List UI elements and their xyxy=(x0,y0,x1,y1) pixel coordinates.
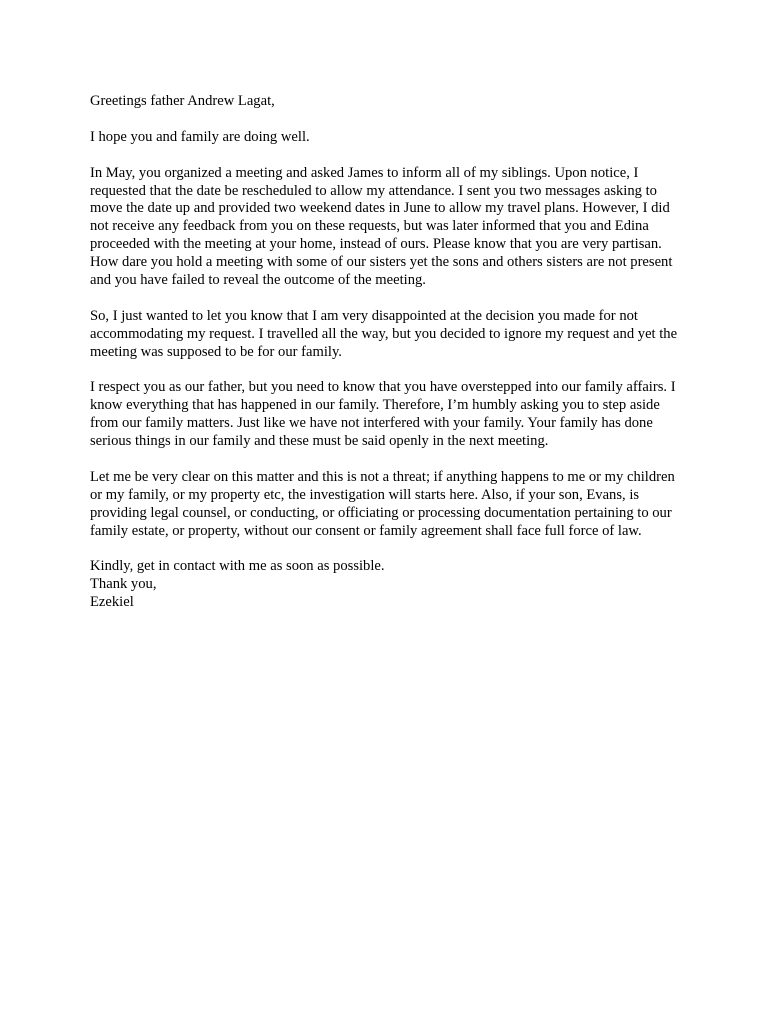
paragraph-greeting: I hope you and family are doing well. xyxy=(90,128,310,145)
paragraph-disappointment: So, I just wanted to let you know that I am very disappointed at the decision you made for not accommodating my request. I travelled all the way, but you decided to ignore my request and yet the meeting was supposed to be for our family. xyxy=(90,307,678,360)
paragraph-respect: I respect you as our father, but you need to know that you have overstepped into our family affairs. I know everything that has happened in our family. Therefore, I’m humbly asking you to step aside from our family matters. Just like we have not interfered with your family. Your family has done serious things in our family and these must be said openly in the next meeting. xyxy=(90,379,676,450)
closing-thanks: Thank you, xyxy=(90,576,157,593)
salutation: Greetings father Andrew Lagat, xyxy=(90,93,275,109)
closing-block xyxy=(90,558,682,612)
paragraph-warning: Let me be very clear on this matter and this is not a threat; if anything happens to me or my children or my family, or my property etc, the investigation will starts here. Also, if your son, Evans, is providing legal counsel, or conducting, or officiating or processing documentation pertaining to our family estate, or property, without our consent or family agreement shall face full force of law. xyxy=(90,468,675,539)
signature: Ezekiel xyxy=(90,594,134,611)
paragraph-meeting: In May, you organized a meeting and asked James to inform all of my siblings. Upon notice, I requested that the date be rescheduled to allow my attendance. I sent you two messages asking to move the date up and provided two weekend dates in June to allow my travel plans. However, I did not receive any feedback from you on these requests, but was later informed that you and Edina proceeded with the meeting at your home, instead of ours. Please know that you are very partisan. How dare you hold a meeting with some of our sisters yet the sons and others sisters are not present and you have failed to reveal the outcome of the meeting. xyxy=(90,164,673,289)
closing-request: Kindly, get in contact with me as soon as possible. xyxy=(90,558,385,575)
letter-body xyxy=(90,93,682,612)
